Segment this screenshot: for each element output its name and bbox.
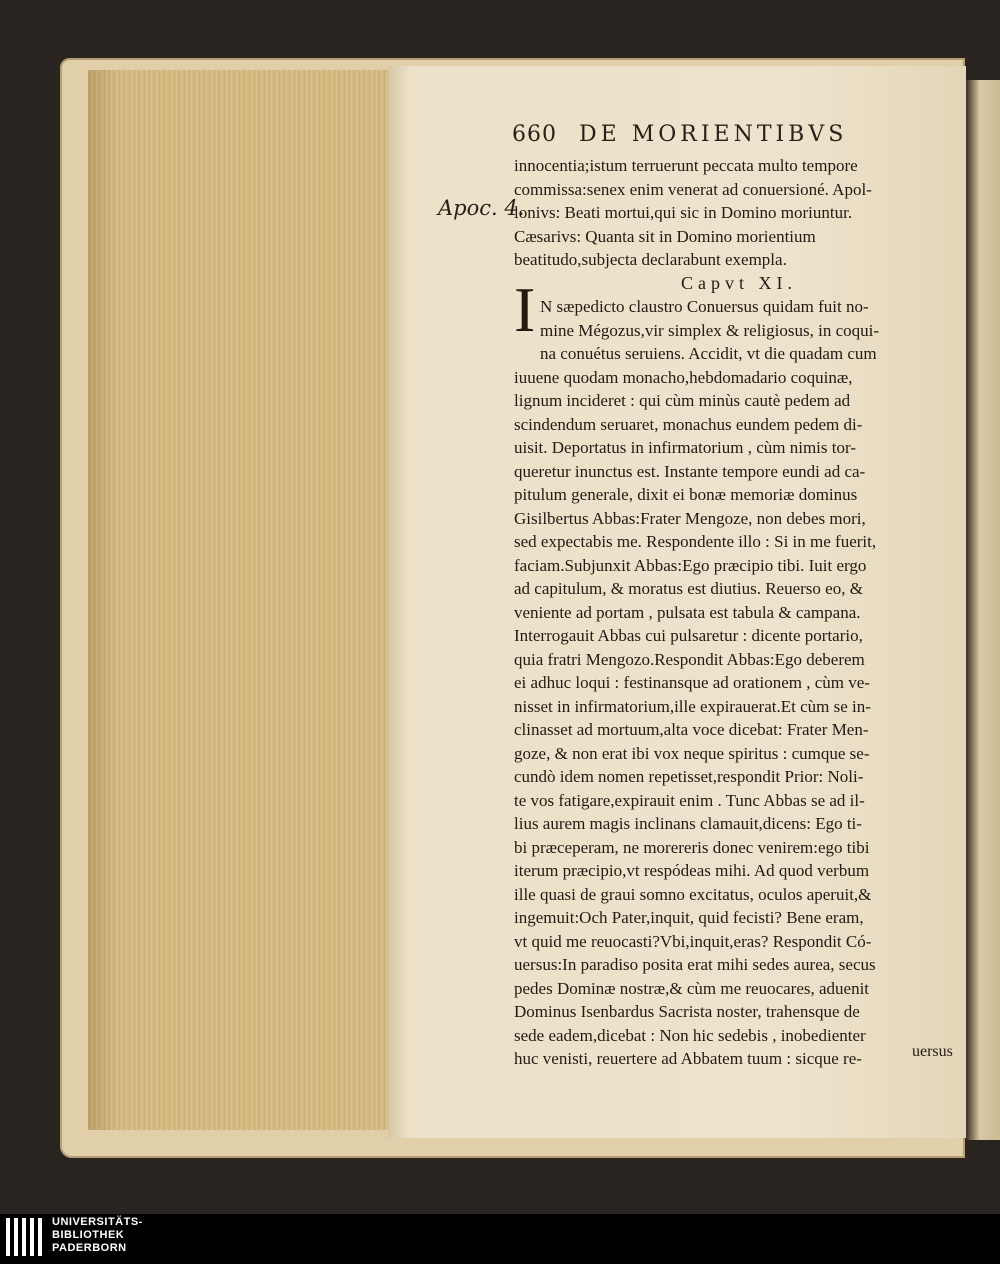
text-line: uisit. Deportatus in infirmatorium , cùm nimis tor- <box>514 438 856 457</box>
text-line: queretur inunctus est. Instante tempore eundi ad ca- <box>514 461 866 481</box>
text-line: quia fratri Mengozo.Respondit Abbas:Ego deberem <box>514 649 865 669</box>
body-text <box>514 154 954 1071</box>
chapter-heading: Capvt XI. <box>681 272 797 293</box>
logo-line: UNIVERSITÄTS- <box>52 1216 143 1228</box>
text-line: N sæpedicto claustro Conuersus quidam fuit no- <box>540 297 869 316</box>
library-logo-icon <box>6 1218 46 1256</box>
text-line: ei adhuc loqui : festinansque ad orationem , cùm ve- <box>514 673 870 692</box>
page-edges <box>88 70 391 1130</box>
page-number: 660 <box>512 122 557 147</box>
text-line: vt quid me reuocasti?Vbi,inquit,eras? Respondit Có- <box>514 931 872 951</box>
text-line: cundò idem nomen repetisset,respondit Prior: Noli- <box>514 767 864 786</box>
text-line: iuuene quodam monacho,hebdomadario coquinæ, <box>514 367 853 387</box>
text-line: pitulum generale, dixit ei bonæ memoriæ dominus <box>514 485 858 504</box>
text-line: Cæsarivs: Quanta sit in Domino morientium <box>514 226 816 246</box>
text-line: iterum præcipio,vt respódeas mihi. Ad quod verbum <box>514 861 870 880</box>
text-line: ad capitulum, & moratus est diutius. Reuerso eo, & <box>514 579 863 598</box>
margin-note: Apoc. 4. <box>438 196 525 220</box>
drop-initial: I <box>514 274 536 345</box>
text-line: nisset in infirmatorium,ille expirauerat.Et cùm se in- <box>514 696 871 716</box>
text-line: ille quasi de graui somno excitatus, oculos aperuit,& <box>514 884 872 904</box>
logo-line: BIBLIOTHEK <box>52 1229 125 1241</box>
catchword: uersus <box>912 1043 953 1060</box>
text-line: Interrogauit Abbas cui pulsaretur : dicente portario, <box>514 626 863 645</box>
text-line: Dominus Isenbardus Sacrista noster, trahensque de <box>514 1002 860 1021</box>
text-line: veniente ad portam , pulsata est tabula & campana. <box>514 602 861 622</box>
page-header <box>512 122 932 147</box>
text-line: faciam.Subjunxit Abbas:Ego præcipio tibi. Iuit ergo <box>514 555 867 575</box>
text-line: Gisilbertus Abbas:Frater Mengoze, non debes mori, <box>514 508 866 528</box>
text-line: lius aurem magis inclinans clamauit,dicens: Ego ti- <box>514 814 862 833</box>
logo-line: PADERBORN <box>52 1242 127 1254</box>
facing-page-edge <box>966 80 1000 1140</box>
text-line: innocentia;istum terruerunt peccata multo tempore <box>514 156 858 175</box>
text-line: beatitudo,subjecta declarabunt exempla. <box>514 250 787 269</box>
text-line: ingemuit:Och Pater,inquit, quid fecisti? Bene eram, <box>514 908 864 927</box>
footer-bar <box>0 1214 1000 1264</box>
text-line: uersus:In paradiso posita erat mihi sedes aurea, secus <box>514 955 876 974</box>
text-line: sede eadem,dicebat : Non hic sedebis , inobedienter <box>514 1025 866 1045</box>
text-line: te vos fatigare,expirauit enim . Tunc Abbas se ad il- <box>514 790 865 810</box>
text-line: lignum incideret : qui cùm minùs cautè pedem ad <box>514 391 851 410</box>
text-line: huc venisti, reuertere ad Abbatem tuum : sicque re- <box>514 1049 862 1068</box>
text-line: sed expectabis me. Respondente illo : Si in me fuerit, <box>514 532 877 551</box>
text-line: commissa:senex enim venerat ad conuersioné. Apol- <box>514 179 872 199</box>
text-line: lonivs: Beati mortui,qui sic in Domino moriuntur. <box>514 203 853 222</box>
text-line: scindendum seruaret, monachus eundem pedem di- <box>514 414 863 434</box>
text-line: mine Mégozus,vir simplex & religiosus, in coqui- <box>540 320 880 340</box>
library-logo-text <box>52 1216 143 1255</box>
text-line: goze, & non erat ibi vox neque spiritus : cumque se- <box>514 743 870 763</box>
text-line: pedes Dominæ nostræ,& cùm me reuocares, aduenit <box>514 978 870 998</box>
text-line: clinasset ad mortuum,alta voce dicebat: Frater Men- <box>514 720 869 739</box>
text-line: na conuétus seruiens. Accidit, vt die quadam cum <box>540 344 877 363</box>
text-line: bi præceperam, ne morereris donec venirem:ego tibi <box>514 837 870 857</box>
running-head: DE MORIENTIBVS <box>579 122 848 147</box>
